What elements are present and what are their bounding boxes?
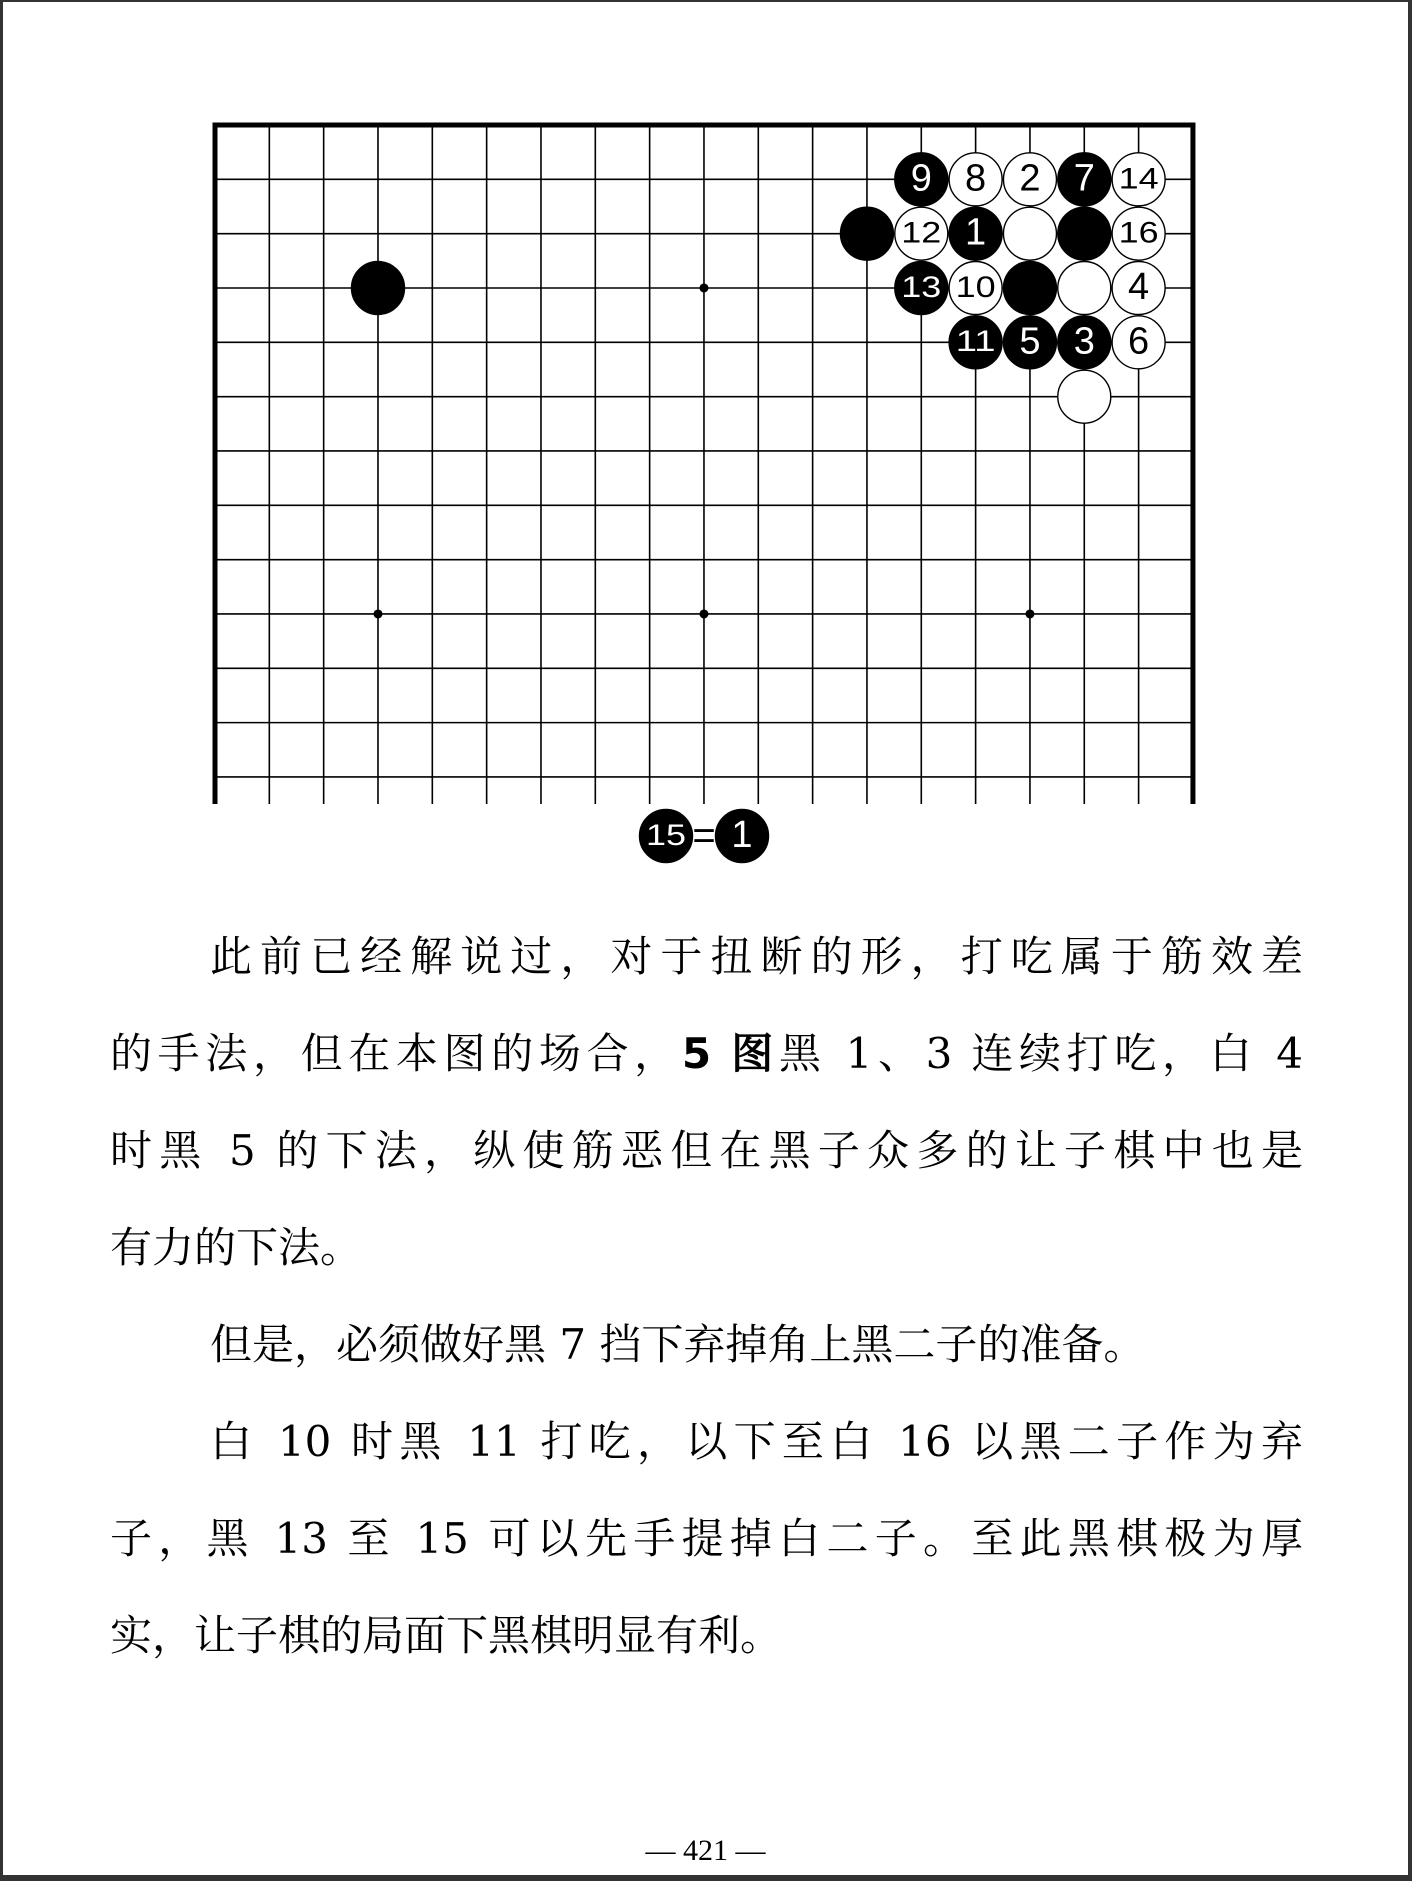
stone-white-6 bbox=[1112, 316, 1165, 369]
stone-black-9 bbox=[895, 153, 948, 206]
stone-black-11 bbox=[949, 316, 1002, 369]
move-number: 14 bbox=[1118, 162, 1159, 196]
black-stone bbox=[1058, 207, 1111, 260]
move-number: 8 bbox=[965, 157, 987, 200]
stone-white bbox=[1058, 261, 1111, 314]
white-stone bbox=[1003, 207, 1056, 260]
stone-black-3 bbox=[1058, 316, 1111, 369]
star-point bbox=[1025, 609, 1034, 618]
text-line bbox=[110, 1223, 1303, 1273]
text-span: 子，黑 13 至 15 可以先手提掉白二子。至此黑棋极为厚 bbox=[110, 1514, 1303, 1563]
move-number: 5 bbox=[1019, 320, 1041, 363]
text-span: 的手法，但在本图的场合， bbox=[110, 1029, 682, 1078]
black-stone bbox=[351, 261, 404, 314]
text-span: 黑 1、3 连续打吃，白 4 bbox=[778, 1029, 1303, 1078]
stone-black-13 bbox=[895, 261, 948, 314]
star-point bbox=[373, 609, 382, 618]
move-number: 7 bbox=[1073, 157, 1095, 200]
star-point bbox=[699, 609, 708, 618]
move-number: 1 bbox=[965, 211, 987, 254]
book-page bbox=[3, 2, 1408, 1875]
move-number: 2 bbox=[1019, 157, 1041, 200]
text-line bbox=[110, 1611, 1303, 1661]
move-number: 9 bbox=[910, 157, 932, 200]
page-number: — 421 — bbox=[645, 1834, 766, 1867]
move-number: 3 bbox=[1073, 320, 1095, 363]
move-number: 10 bbox=[955, 270, 996, 304]
stone-white-8 bbox=[949, 153, 1002, 206]
text-span: 但是，必须做好黑 7 挡下弃掉角上黑二子的准备。 bbox=[210, 1320, 1146, 1369]
stone-black-1 bbox=[949, 207, 1002, 260]
move-number: 4 bbox=[1128, 266, 1150, 309]
text-line bbox=[110, 1029, 1303, 1079]
caption-stone-1 bbox=[716, 810, 769, 863]
stone-black bbox=[351, 261, 404, 314]
move-number: 13 bbox=[901, 270, 942, 304]
equals-sign: = bbox=[692, 813, 716, 858]
black-stone bbox=[840, 207, 893, 260]
stone-white-12 bbox=[895, 207, 948, 260]
text-span: 此前已经解说过，对于扭断的形，打吃属于筋效差 bbox=[210, 932, 1303, 981]
stone-black bbox=[1003, 261, 1056, 314]
star-point bbox=[699, 283, 708, 292]
figure-reference: 5 图 bbox=[681, 1029, 779, 1078]
text-line bbox=[210, 932, 1303, 982]
stone-black-5 bbox=[1003, 316, 1056, 369]
stone-white-16 bbox=[1112, 207, 1165, 260]
stone-white bbox=[1058, 370, 1111, 423]
stone-white bbox=[1003, 207, 1056, 260]
stone-white-10 bbox=[949, 261, 1002, 314]
text-line bbox=[110, 1126, 1303, 1176]
stone-white-14 bbox=[1112, 153, 1165, 206]
move-number: 12 bbox=[901, 216, 942, 250]
text-span: 有力的下法。 bbox=[110, 1223, 363, 1272]
white-stone bbox=[1058, 370, 1111, 423]
text-line bbox=[110, 1514, 1303, 1564]
go-diagram bbox=[3, 2, 1408, 882]
white-stone bbox=[1058, 261, 1111, 314]
stone-black bbox=[840, 207, 893, 260]
move-number: 15 bbox=[646, 818, 686, 852]
move-number: 1 bbox=[731, 814, 753, 857]
black-stone bbox=[1003, 261, 1056, 314]
text-line bbox=[210, 1417, 1303, 1467]
text-span: 白 10 时黑 11 打吃，以下至白 16 以黑二子作为弃 bbox=[210, 1417, 1303, 1466]
move-number: 16 bbox=[1118, 216, 1159, 250]
caption-stone-15 bbox=[640, 810, 693, 863]
stone-white-4 bbox=[1112, 261, 1165, 314]
stone-white-2 bbox=[1003, 153, 1056, 206]
text-line bbox=[210, 1320, 1303, 1370]
stone-black-7 bbox=[1058, 153, 1111, 206]
text-span: 时黑 5 的下法，纵使筋恶但在黑子众多的让子棋中也是 bbox=[110, 1126, 1303, 1175]
stone-black bbox=[1058, 207, 1111, 260]
text-span: 实，让子棋的局面下黑棋明显有利。 bbox=[110, 1611, 783, 1660]
move-number: 6 bbox=[1128, 320, 1150, 363]
move-number: 11 bbox=[955, 325, 996, 359]
